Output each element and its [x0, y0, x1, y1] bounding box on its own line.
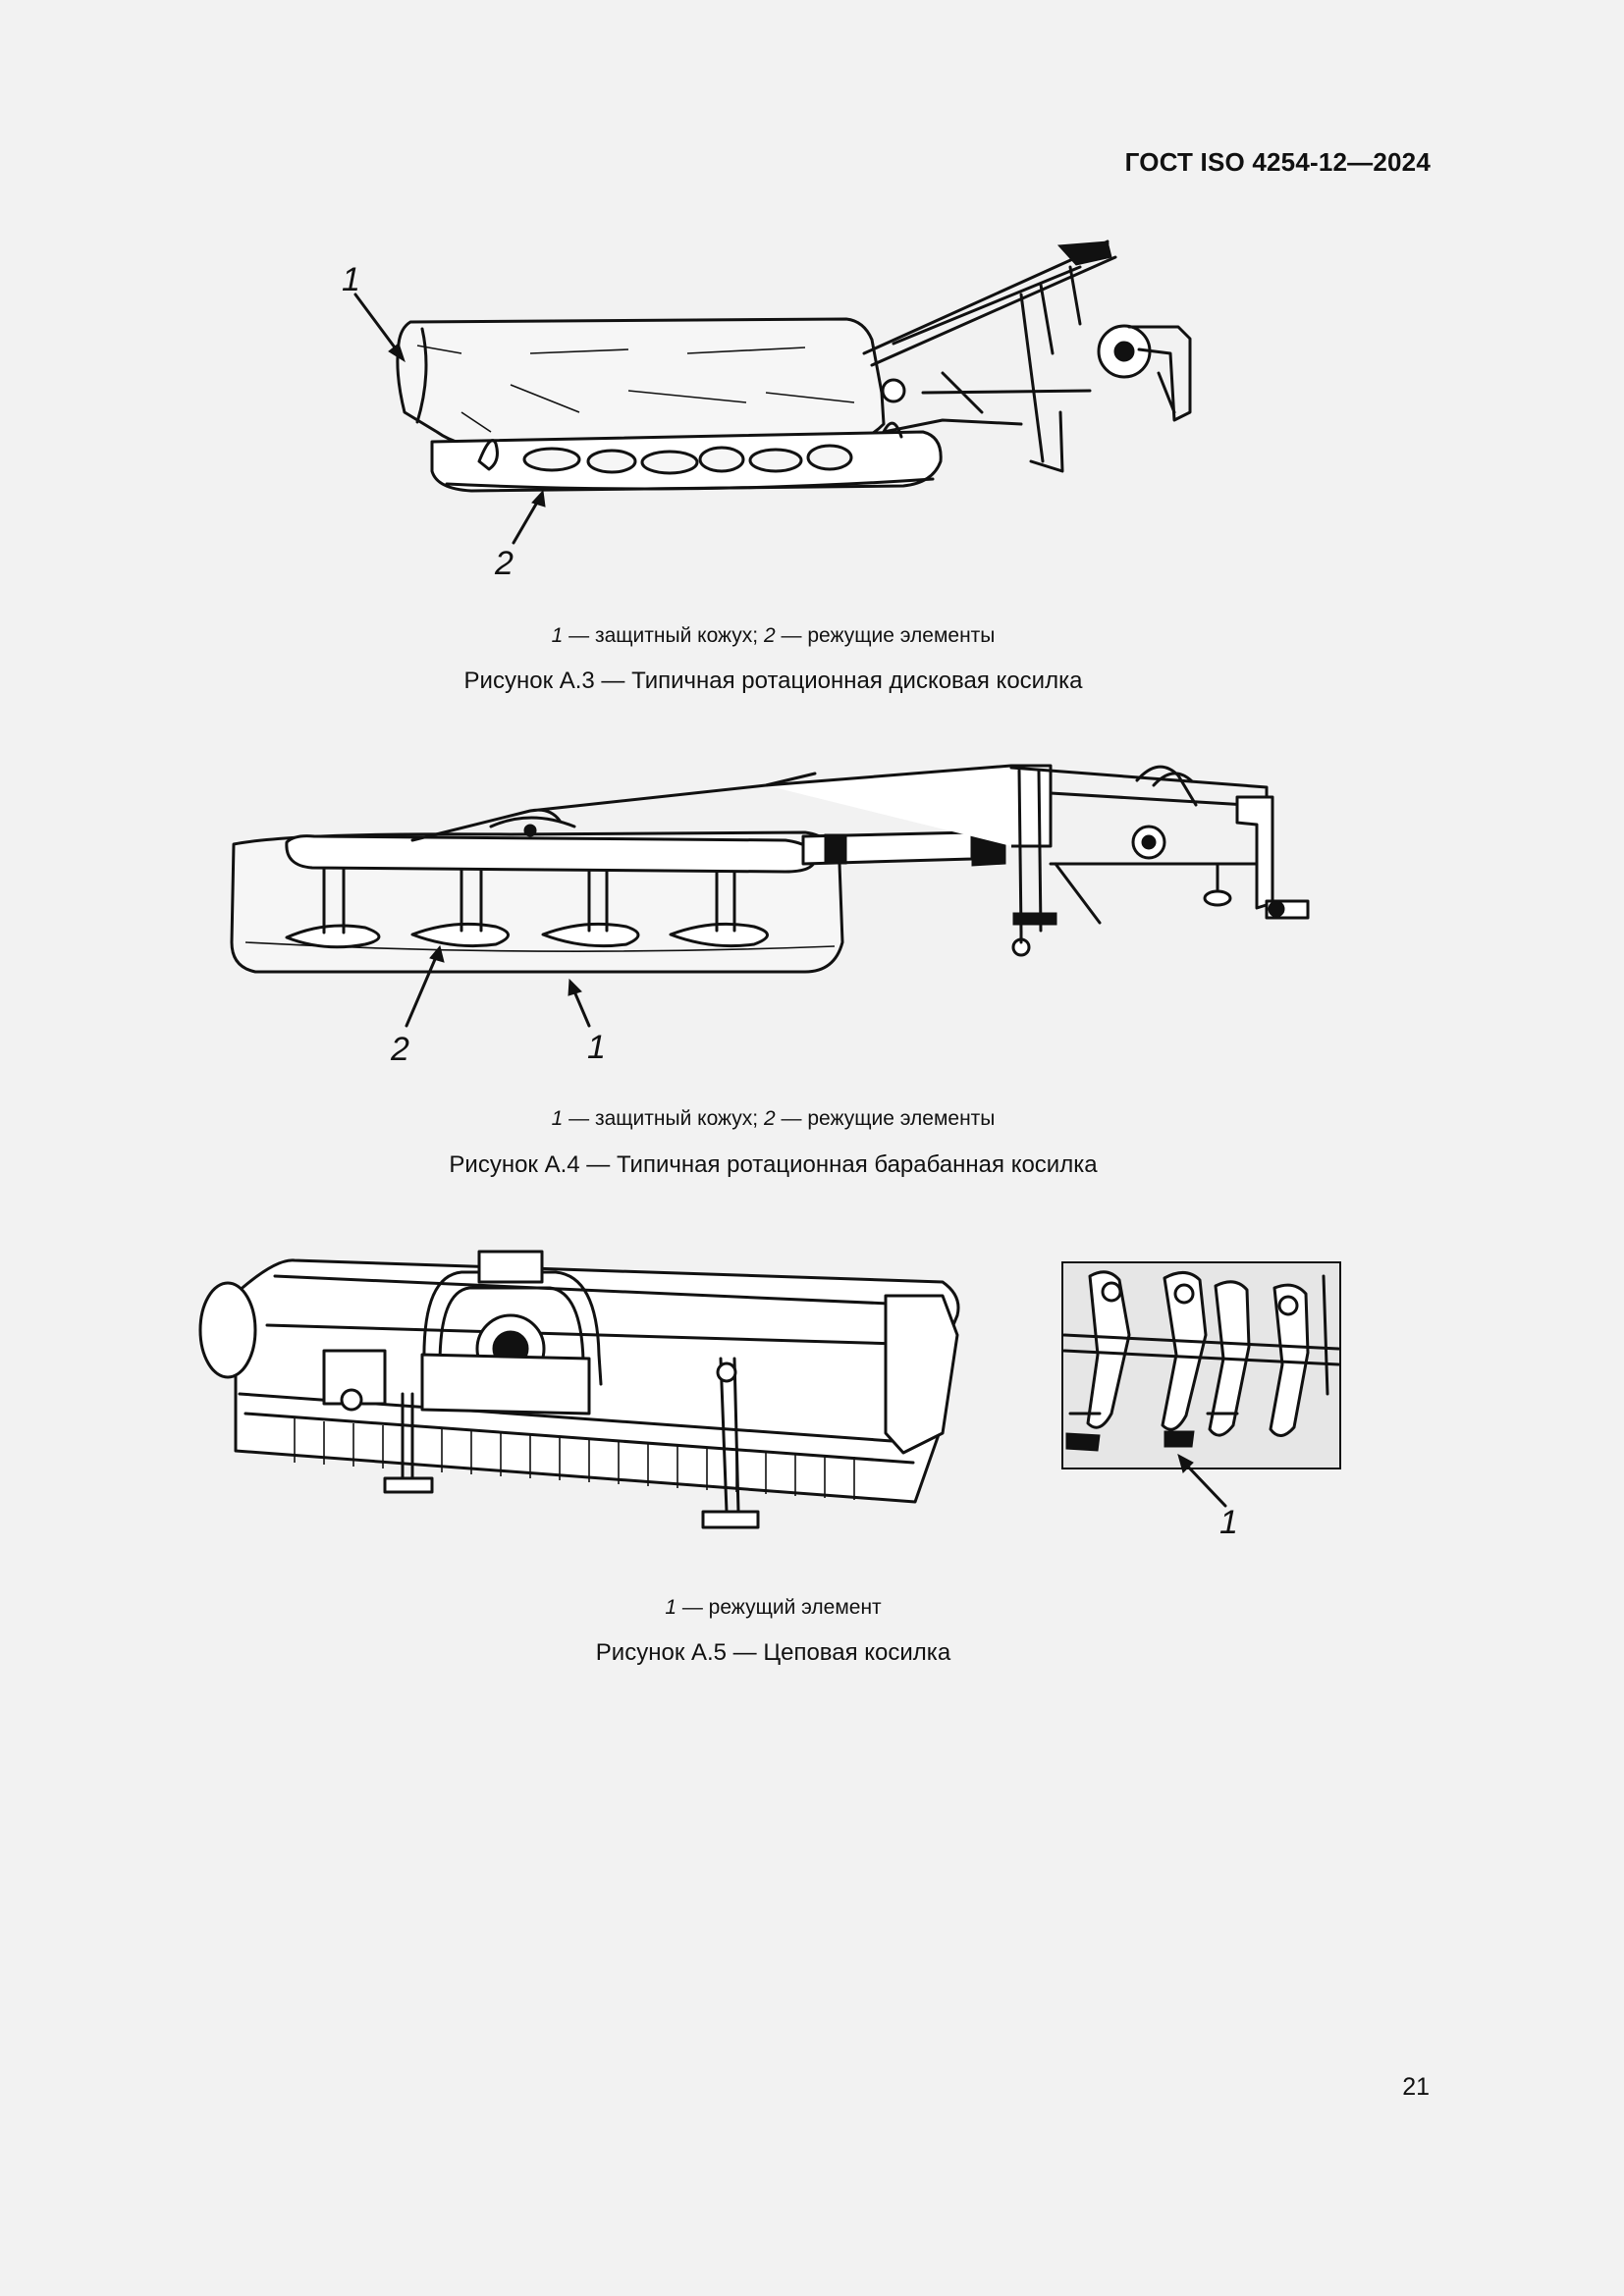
- figure-a5-flail-mower-drawing: [0, 1237, 1624, 1561]
- page-number: 21: [1402, 2073, 1430, 2101]
- legend-key-1: 1: [551, 1107, 564, 1130]
- figure-a5-caption: Рисунок А.5 — Цеповая косилка: [595, 1639, 951, 1666]
- legend-key-1: 1: [665, 1596, 677, 1619]
- figure-a4-drum-mower-drawing: [0, 756, 1624, 1080]
- document-code: ГОСТ ISO 4254-12—2024: [1124, 147, 1431, 177]
- legend-key-2: 2: [763, 1107, 776, 1130]
- legend-key-1: 1: [551, 624, 564, 647]
- callout-2: 2: [391, 1031, 409, 1068]
- figure-a3-caption: Рисунок А.3 — Типичная ротационная дисковая косилка: [463, 667, 1083, 694]
- figure-a4-legend: 1 — защитный кожух; 2 — режущие элементы: [551, 1107, 996, 1130]
- figure-a3-legend: 1 — защитный кожух; 2 — режущие элементы: [551, 624, 996, 647]
- callout-1: 1: [342, 261, 360, 298]
- callout-1: 1: [587, 1029, 606, 1066]
- figure-a5-legend: 1 — режущий элемент: [665, 1596, 882, 1619]
- callout-1: 1: [1219, 1504, 1238, 1541]
- figure-a4-caption: Рисунок А.4 — Типичная ротационная барабанная косилка: [449, 1151, 1098, 1178]
- legend-key-2: 2: [763, 624, 776, 647]
- flail-detail-inset: [1062, 1262, 1340, 1468]
- figure-a3-disc-mower-drawing: [0, 226, 1624, 599]
- callout-2: 2: [495, 545, 514, 582]
